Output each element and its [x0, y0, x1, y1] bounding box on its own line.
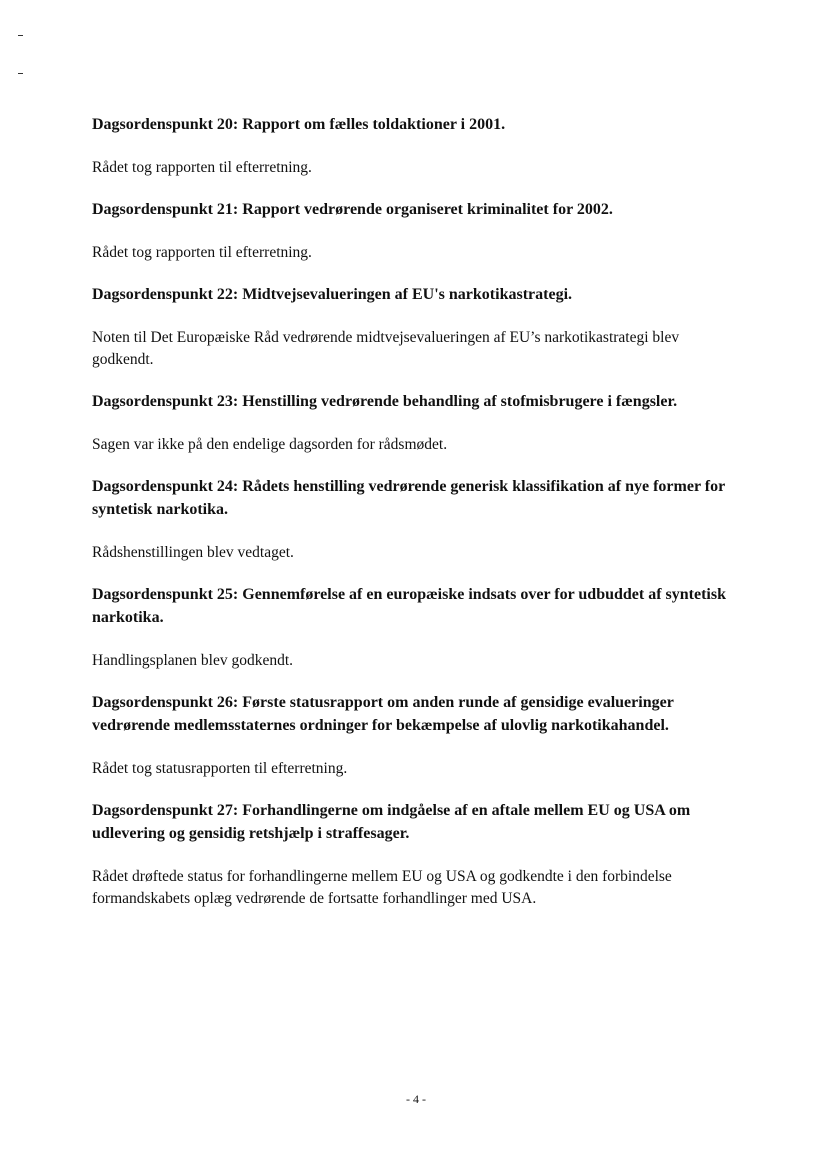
agenda-item-decision: Noten til Det Europæiske Råd vedrørende midtvejsevalueringen af EU’s narkotikastrategi blev godkendt. [92, 329, 680, 368]
agenda-item-26 [92, 691, 742, 799]
agenda-item-decision: Handlingsplanen blev godkendt. [92, 652, 294, 669]
agenda-item-decision: Rådet tog statusrapporten til efterretning. [92, 760, 348, 777]
agenda-item-25 [92, 583, 742, 691]
agenda-item-heading: Dagsordenspunkt 23: Henstilling vedrørende behandling af stofmisbrugere i fængsler. [92, 393, 678, 410]
agenda-item-heading: Dagsordenspunkt 27: Forhandlingerne om indgåelse af en aftale mellem EU og USA om udlevering og gensidig retshjælp i straffesager. [92, 802, 691, 842]
agenda-item-heading: Dagsordenspunkt 25: Gennemførelse af en europæiske indsats over for udbuddet af syntetisk narkotika. [92, 586, 726, 626]
scan-mark [18, 73, 23, 74]
agenda-item-decision: Rådet drøftede status for forhandlingerne mellem EU og USA og godkendte i den forbindelse formandskabets oplæg vedrørende de fortsatte forhandlinger med USA. [92, 868, 672, 907]
agenda-item-decision: Rådet tog rapporten til efterretning. [92, 244, 312, 261]
agenda-item-heading: Dagsordenspunkt 24: Rådets henstilling vedrørende generisk klassifikation af nye former for syntetisk narkotika. [92, 478, 725, 518]
agenda-item-heading: Dagsordenspunkt 26: Første statusrapport om anden runde af gensidige evalueringer vedrørende medlemsstaternes ordninger for bekæmpelse af ulovlig narkotikahandel. [92, 694, 674, 734]
agenda-item-heading: Dagsordenspunkt 20: Rapport om fælles toldaktioner i 2001. [92, 116, 506, 133]
agenda-item-27 [92, 799, 742, 910]
scan-mark [18, 35, 23, 36]
agenda-item-22 [92, 283, 742, 390]
agenda-item-decision: Rådet tog rapporten til efterretning. [92, 159, 312, 176]
agenda-item-heading: Dagsordenspunkt 22: Midtvejsevalueringen af EU's narkotikastrategi. [92, 286, 573, 303]
agenda-item-21 [92, 198, 742, 283]
agenda-item-decision: Sagen var ikke på den endelige dagsorden for rådsmødet. [92, 436, 448, 453]
agenda-items [92, 113, 742, 910]
agenda-item-decision: Rådshenstillingen blev vedtaget. [92, 544, 294, 561]
agenda-item-20 [92, 113, 742, 198]
agenda-item-23 [92, 390, 742, 475]
agenda-item-24 [92, 475, 742, 583]
page-number: - 4 - [406, 1092, 426, 1106]
agenda-item-heading: Dagsordenspunkt 21: Rapport vedrørende organiseret kriminalitet for 2002. [92, 201, 613, 218]
